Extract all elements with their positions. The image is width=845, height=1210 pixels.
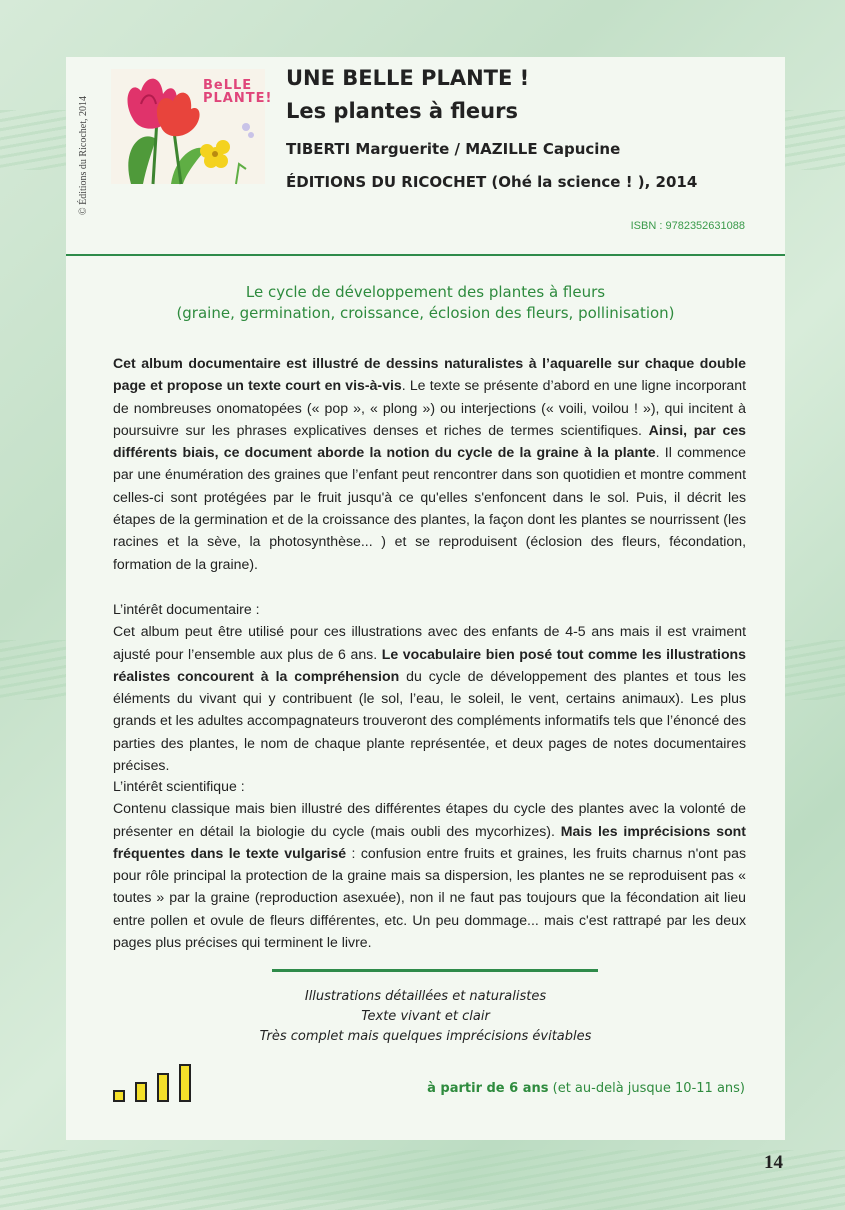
intro-text-1: . Le texte se présente d’abord en une ligne incorporant de nombreuses onomatopées (« pop », « plong ») ou interjections (« voili, voilou ! »), qui incitent à poursuivre sur les phrases explicatives denses et riches de termes scientifiques.: [113, 377, 746, 438]
scientific-text-2: : confusion entre fruits et graines, les fruits charnus n'ont pas pour rôle principal la protection de la graine mais sa dispersion, les plantes ne se reproduisent pas « toutes » par la graine (reproduction asexuée), non il ne faut pas toujours que la fécondation ait lieu entre pollen et ovule de fleurs différentes, etc. Un peu dommage... mais c'est rattrapé par les deux pages plus précises qui terminent le livre.: [113, 844, 747, 951]
age-rest: (et au-delà jusque 10-11 ans): [548, 1081, 745, 1096]
difficulty-level-bars: [113, 1062, 193, 1102]
level-bar-4: [179, 1064, 191, 1102]
intro-bold-1: Cet album documentaire est illustré de dessins naturalistes à l’aquarelle sur chaque double page et propose un texte court en vis-à-vis: [113, 355, 746, 394]
theme-line-1: Le cycle de développement des plantes à fleurs: [245, 283, 606, 301]
verdict-divider: [272, 969, 598, 972]
page-number: 14: [764, 1152, 783, 1173]
scientific-bold-1: Mais les imprécisions sont fréquentes dans le texte vulgarisé: [113, 822, 746, 861]
copyright-note: © Éditions du Ricochet, 2014: [78, 96, 89, 215]
theme-line-2: (graine, germination, croissance, éclosion des fleurs, pollinisation): [176, 304, 675, 322]
documentary-heading-suffix: :: [251, 601, 260, 617]
age-recommendation: [427, 1081, 745, 1096]
age-bold: à partir de 6 ans: [427, 1081, 549, 1096]
documentary-text-1: Cet album peut être utilisé pour ces illustrations avec des enfants de 4-5 ans mais il est vraiment ajusté pour l’ensemble aux plus de 6 ans.: [113, 623, 746, 662]
verdict-line-1: Illustrations détaillées et naturalistes: [304, 989, 547, 1004]
header-divider: [66, 254, 785, 256]
intro-paragraph: [113, 352, 746, 575]
book-authors: TIBERTI Marguerite / MAZILLE Capucine: [286, 140, 621, 158]
scientific-heading-suffix: :: [236, 778, 245, 794]
level-bar-3: [157, 1073, 169, 1102]
book-subtitle: Les plantes à fleurs: [286, 99, 518, 123]
documentary-section: [113, 598, 746, 776]
scientific-text-1: Contenu classique mais bien illustré des différentes étapes du cycle des plantes avec la volonté de présenter en détail la biologie du cycle (mais oubli des mycorhizes).: [113, 800, 746, 839]
level-bar-2: [135, 1082, 147, 1102]
cover-title: BeLLE PLANTE!: [203, 78, 273, 106]
background-texture: [0, 1150, 845, 1210]
intro-bold-2: Ainsi, par ces différents biais, ce document aborde la notion du cycle de la graine à la plante: [113, 421, 746, 461]
book-cover-image: [111, 69, 273, 184]
intro-text-2: . Il commence par une énumération des graines que l’enfant peut rencontrer dans son quotidien et montre comment celles-ci sont protégées par le fruit jusqu'à ce qu'elles s'enfoncent dans le sol. Puis, il décrit les étapes de la germination et de la croissance des plantes, la façon dont les plantes se nourrissent (les racines et la sève, la photosynthèse... ) et se reproduisent (éclosion des fleurs, fécondation, formation de la graine).: [113, 444, 746, 572]
level-bar-1: [113, 1090, 125, 1102]
documentary-bold-1: Le vocabulaire bien posé tout comme les illustrations réalistes concourent à la compréhension: [113, 645, 747, 684]
book-publisher: ÉDITIONS DU RICOCHET (Ohé la science ! ), 2014: [286, 173, 698, 191]
verdict-line-2: Texte vivant et clair: [361, 1009, 490, 1024]
verdict-line-3: Très complet mais quelques imprécisions évitables: [259, 1029, 592, 1044]
documentary-heading: L’intérêt documentaire: [113, 601, 252, 617]
documentary-text-2: du cycle de développement des plantes et tous les éléments du vivant qui y contribuent (le sol, l’eau, le soleil, le vent, certains animaux). Les plus grands et les adultes accompagnateurs trouveront des compléments informatifs tels que l’énoncé des parties des plantes, le nom de chaque plante représentée, et deux pages de notes documentaires précises.: [113, 667, 747, 774]
book-title: UNE BELLE PLANTE !: [286, 66, 530, 90]
scientific-section: [113, 775, 746, 953]
isbn: ISBN : 9782352631088: [630, 220, 745, 232]
scientific-heading: L’intérêt scientifique: [113, 778, 237, 794]
